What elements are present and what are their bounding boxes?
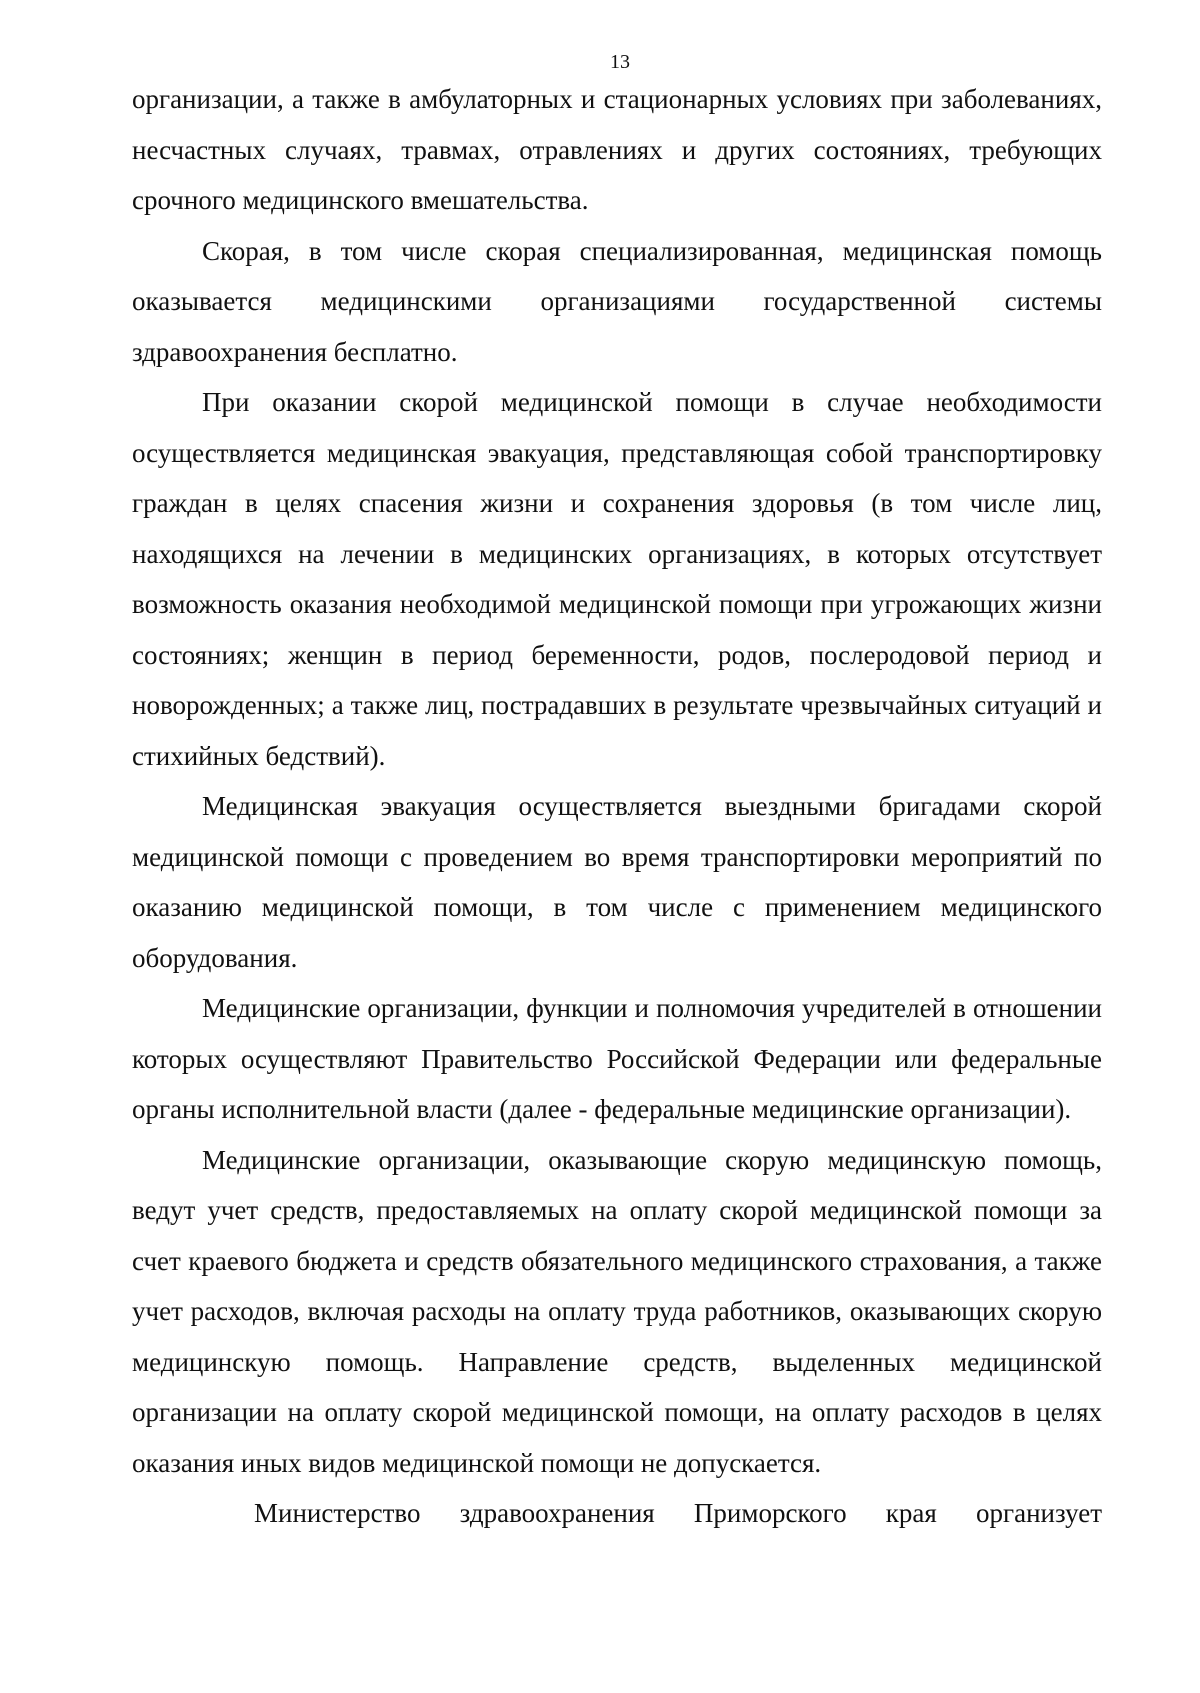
paragraph-continuation: организации, а также в амбулаторных и стационарных условиях при заболеваниях, несчастных случаях, травмах, отравлениях и других состояниях, требующих срочного медицинского вмешательства. — [132, 84, 1102, 215]
paragraph-expense-accounting: Медицинские организации, оказывающие скорую медицинскую помощь, ведут учет средств, предоставляемых на оплату скорой медицинской помощи за счет краевого бюджета и средств обязательного медицинского страхования, а также учет расходов, включая расходы на оплату труда работников, оказывающих скорую медицинскую помощь. Направление средств, выделенных медицинской организации на оплату скорой медицинской помощи, на оплату расходов в целях оказания иных видов медицинской помощи не допускается. — [132, 1144, 1102, 1478]
paragraph-federal-organizations: Медицинские организации, функции и полномочия учредителей в отношении которых осуществляют Правительство Российской Федерации или федеральные органы исполнительной власти (далее - федеральные медицинские организации). — [132, 993, 1102, 1124]
document-body — [132, 74, 1102, 1539]
page-number: 13 — [610, 51, 630, 73]
paragraph-evacuation-teams: Медицинская эвакуация осуществляется выездными бригадами скорой медицинской помощи с проведением во время транспортировки мероприятий по оказанию медицинской помощи, в том числе с применением медицинского оборудования. — [132, 791, 1102, 973]
paragraph-medical-evacuation: При оказании скорой медицинской помощи в случае необходимости осуществляется медицинская эвакуация, представляющая собой транспортировку граждан в целях спасения жизни и сохранения здоровья (в том числе лиц, находящихся на лечении в медицинских организациях, в которых отсутствует возможность оказания необходимой медицинской помощи при угрожающих жизни состояниях; женщин в период беременности, родов, послеродовой период и новорожденных; а также лиц, пострадавших в результате чрезвычайных ситуаций и стихийных бедствий). — [132, 387, 1102, 771]
paragraph-ambulance-free: Скорая, в том числе скорая специализированная, медицинская помощь оказывается медицинскими организациями государственной системы здравоохранения бесплатно. — [132, 235, 1102, 367]
paragraph-ministry: Министерство здравоохранения Приморского края организует — [254, 1498, 1102, 1528]
